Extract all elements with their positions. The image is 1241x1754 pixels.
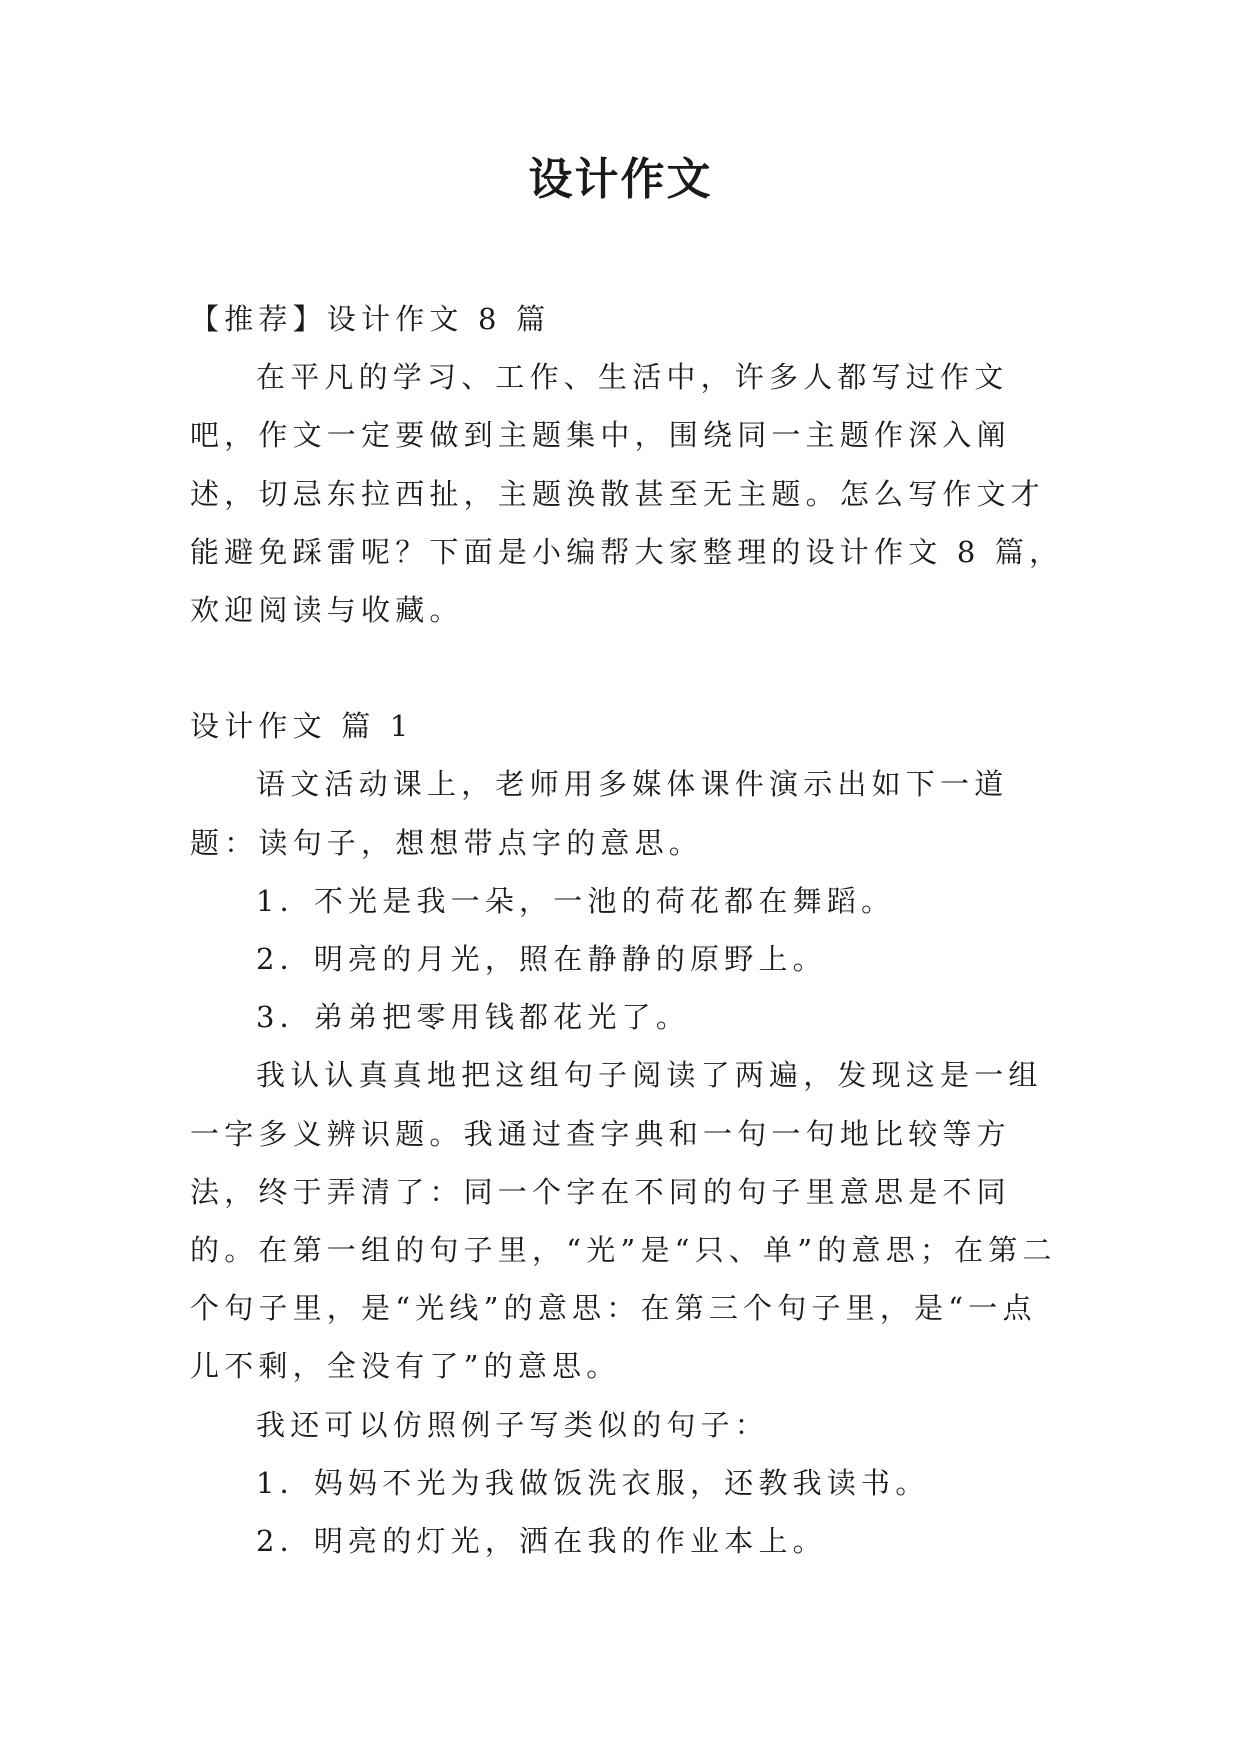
example-sentence: 3．弟弟把零用钱都花光了。 xyxy=(256,1000,691,1035)
paragraph: 我还可以仿照例子写类似的句子： xyxy=(256,1407,770,1442)
example-sentence: 1．妈妈不光为我做饭洗衣服，还教我读书。 xyxy=(256,1465,930,1500)
document-title: 设计作文 xyxy=(528,154,713,205)
example-sentence: 2．明亮的灯光，洒在我的作业本上。 xyxy=(256,1524,827,1559)
paragraph: 语文活动课上，老师用多媒体课件演示出如下一道题：读句子，想想带点字的意思。 xyxy=(190,767,1009,860)
intro-paragraph: 在平凡的学习、工作、生活中，许多人都写过作文吧，作文一定要做到主题集中，围绕同一主题作深入阐述，切忌东拉西扯，主题涣散甚至无主题。怎么写作文才能避免踩雷呢？下面是小编帮大家整理的设计作文 8 篇，欢迎阅读与收藏。 xyxy=(190,360,1064,628)
paragraph: 我认认真真地把这组句子阅读了两遍，发现这是一组一字多义辨识题。我通过查字典和一句一句地比较等方法，终于弄清了：同一个字在不同的句子里意思是不同的。在第一组的句子里，“光”是“只、单”的意思；在第二个句子里，是“光线”的意思：在第三个句子里，是“一点儿不剩，全没有了”的意思。 xyxy=(190,1058,1057,1384)
example-sentence: 2．明亮的月光，照在静静的原野上。 xyxy=(256,942,827,977)
document-body xyxy=(190,290,1070,1570)
section-heading: 设计作文 篇 1 xyxy=(190,709,414,744)
example-sentence: 1．不光是我一朵，一池的荷花都在舞蹈。 xyxy=(256,883,896,918)
recommend-line: 【推荐】设计作文 8 篇 xyxy=(190,302,551,336)
